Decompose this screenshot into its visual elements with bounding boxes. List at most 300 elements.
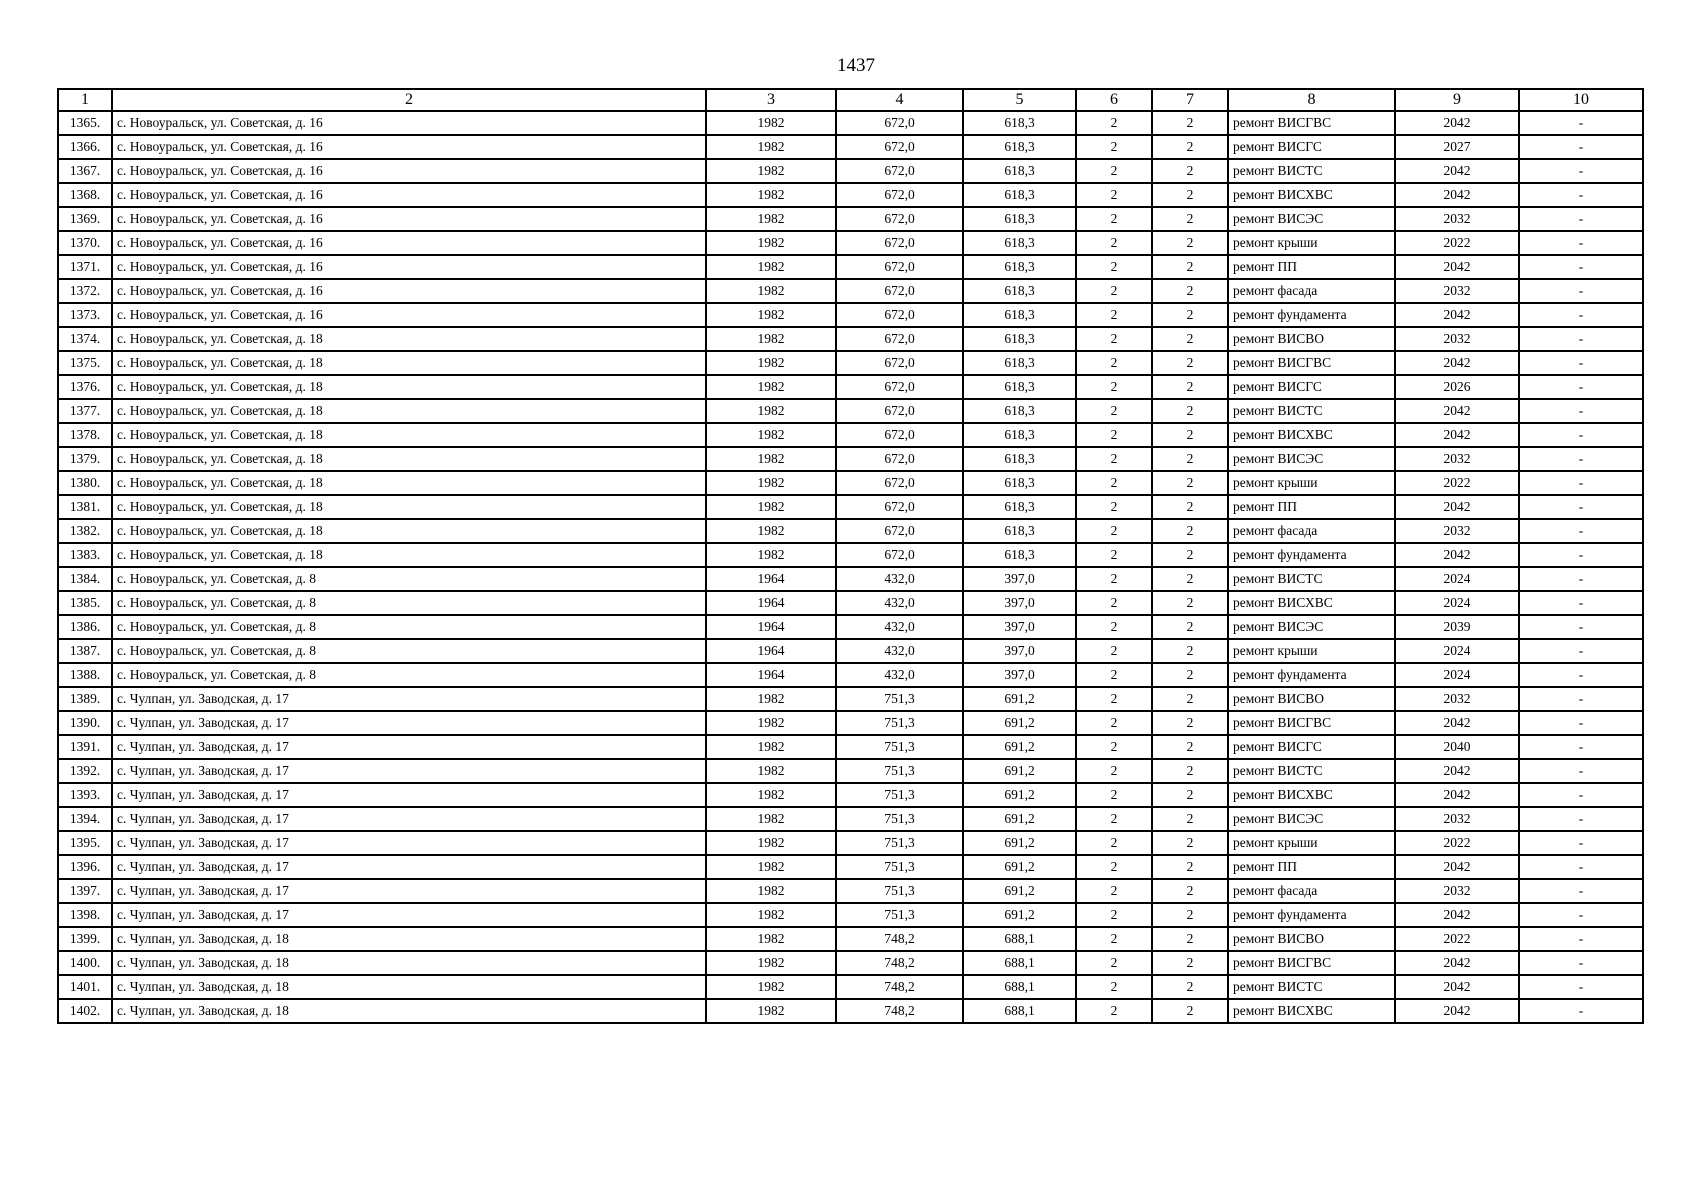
column-header-4: 4 bbox=[836, 89, 963, 111]
build-year-cell: 1964 bbox=[706, 591, 836, 615]
build-year-cell: 1982 bbox=[706, 735, 836, 759]
address-cell: с. Новоуральск, ул. Советская, д. 18 bbox=[112, 543, 706, 567]
planned-year-cell: 2042 bbox=[1395, 183, 1519, 207]
table-row bbox=[58, 807, 1643, 831]
planned-year-cell: 2042 bbox=[1395, 255, 1519, 279]
address-cell: с. Новоуральск, ул. Советская, д. 16 bbox=[112, 159, 706, 183]
planned-year-cell: 2032 bbox=[1395, 879, 1519, 903]
row-number-cell: 1398. bbox=[58, 903, 112, 927]
table-row bbox=[58, 423, 1643, 447]
address-cell: с. Чулпан, ул. Заводская, д. 17 bbox=[112, 735, 706, 759]
floors-cell: 2 bbox=[1076, 567, 1152, 591]
row-number-cell: 1391. bbox=[58, 735, 112, 759]
total-area-cell: 751,3 bbox=[836, 711, 963, 735]
total-area-cell: 672,0 bbox=[836, 255, 963, 279]
build-year-cell: 1982 bbox=[706, 519, 836, 543]
entrances-cell: 2 bbox=[1152, 351, 1228, 375]
build-year-cell: 1982 bbox=[706, 255, 836, 279]
planned-year-cell: 2042 bbox=[1395, 759, 1519, 783]
row-number-cell: 1375. bbox=[58, 351, 112, 375]
build-year-cell: 1964 bbox=[706, 639, 836, 663]
living-area-cell: 397,0 bbox=[963, 567, 1076, 591]
work-type-cell: ремонт ВИСТС bbox=[1228, 159, 1395, 183]
total-area-cell: 751,3 bbox=[836, 759, 963, 783]
table-row bbox=[58, 447, 1643, 471]
row-number-cell: 1373. bbox=[58, 303, 112, 327]
floors-cell: 2 bbox=[1076, 303, 1152, 327]
entrances-cell: 2 bbox=[1152, 711, 1228, 735]
build-year-cell: 1982 bbox=[706, 543, 836, 567]
living-area-cell: 618,3 bbox=[963, 183, 1076, 207]
note-cell: - bbox=[1519, 231, 1643, 255]
living-area-cell: 691,2 bbox=[963, 735, 1076, 759]
note-cell: - bbox=[1519, 519, 1643, 543]
floors-cell: 2 bbox=[1076, 591, 1152, 615]
table-row bbox=[58, 567, 1643, 591]
address-cell: с. Новоуральск, ул. Советская, д. 16 bbox=[112, 255, 706, 279]
entrances-cell: 2 bbox=[1152, 615, 1228, 639]
planned-year-cell: 2032 bbox=[1395, 519, 1519, 543]
build-year-cell: 1982 bbox=[706, 903, 836, 927]
entrances-cell: 2 bbox=[1152, 879, 1228, 903]
row-number-cell: 1402. bbox=[58, 999, 112, 1023]
build-year-cell: 1964 bbox=[706, 663, 836, 687]
table-row bbox=[58, 591, 1643, 615]
planned-year-cell: 2042 bbox=[1395, 951, 1519, 975]
address-cell: с. Чулпан, ул. Заводская, д. 17 bbox=[112, 879, 706, 903]
row-number-cell: 1384. bbox=[58, 567, 112, 591]
floors-cell: 2 bbox=[1076, 375, 1152, 399]
living-area-cell: 691,2 bbox=[963, 879, 1076, 903]
work-type-cell: ремонт ВИСТС bbox=[1228, 399, 1395, 423]
row-number-cell: 1378. bbox=[58, 423, 112, 447]
total-area-cell: 432,0 bbox=[836, 615, 963, 639]
living-area-cell: 397,0 bbox=[963, 615, 1076, 639]
note-cell: - bbox=[1519, 783, 1643, 807]
total-area-cell: 672,0 bbox=[836, 159, 963, 183]
entrances-cell: 2 bbox=[1152, 687, 1228, 711]
note-cell: - bbox=[1519, 567, 1643, 591]
row-number-cell: 1380. bbox=[58, 471, 112, 495]
table-row bbox=[58, 327, 1643, 351]
planned-year-cell: 2024 bbox=[1395, 591, 1519, 615]
note-cell: - bbox=[1519, 111, 1643, 135]
note-cell: - bbox=[1519, 447, 1643, 471]
build-year-cell: 1982 bbox=[706, 159, 836, 183]
note-cell: - bbox=[1519, 327, 1643, 351]
work-type-cell: ремонт ВИСГВС bbox=[1228, 351, 1395, 375]
address-cell: с. Чулпан, ул. Заводская, д. 17 bbox=[112, 831, 706, 855]
table-row bbox=[58, 303, 1643, 327]
floors-cell: 2 bbox=[1076, 279, 1152, 303]
column-header-7: 7 bbox=[1152, 89, 1228, 111]
planned-year-cell: 2032 bbox=[1395, 279, 1519, 303]
row-number-cell: 1386. bbox=[58, 615, 112, 639]
living-area-cell: 691,2 bbox=[963, 687, 1076, 711]
living-area-cell: 618,3 bbox=[963, 231, 1076, 255]
entrances-cell: 2 bbox=[1152, 831, 1228, 855]
floors-cell: 2 bbox=[1076, 759, 1152, 783]
page-number: 1437 bbox=[837, 55, 875, 76]
table-row bbox=[58, 975, 1643, 999]
row-number-cell: 1393. bbox=[58, 783, 112, 807]
work-type-cell: ремонт крыши bbox=[1228, 231, 1395, 255]
planned-year-cell: 2042 bbox=[1395, 399, 1519, 423]
build-year-cell: 1982 bbox=[706, 783, 836, 807]
row-number-cell: 1396. bbox=[58, 855, 112, 879]
living-area-cell: 397,0 bbox=[963, 639, 1076, 663]
column-header-6: 6 bbox=[1076, 89, 1152, 111]
entrances-cell: 2 bbox=[1152, 207, 1228, 231]
table-row bbox=[58, 759, 1643, 783]
floors-cell: 2 bbox=[1076, 327, 1152, 351]
living-area-cell: 618,3 bbox=[963, 471, 1076, 495]
entrances-cell: 2 bbox=[1152, 159, 1228, 183]
build-year-cell: 1982 bbox=[706, 879, 836, 903]
address-cell: с. Чулпан, ул. Заводская, д. 17 bbox=[112, 903, 706, 927]
floors-cell: 2 bbox=[1076, 735, 1152, 759]
address-cell: с. Новоуральск, ул. Советская, д. 16 bbox=[112, 135, 706, 159]
row-number-cell: 1383. bbox=[58, 543, 112, 567]
total-area-cell: 672,0 bbox=[836, 423, 963, 447]
address-cell: с. Новоуральск, ул. Советская, д. 18 bbox=[112, 471, 706, 495]
build-year-cell: 1982 bbox=[706, 423, 836, 447]
note-cell: - bbox=[1519, 711, 1643, 735]
note-cell: - bbox=[1519, 879, 1643, 903]
floors-cell: 2 bbox=[1076, 111, 1152, 135]
total-area-cell: 672,0 bbox=[836, 231, 963, 255]
entrances-cell: 2 bbox=[1152, 735, 1228, 759]
living-area-cell: 618,3 bbox=[963, 423, 1076, 447]
row-number-cell: 1385. bbox=[58, 591, 112, 615]
floors-cell: 2 bbox=[1076, 831, 1152, 855]
entrances-cell: 2 bbox=[1152, 135, 1228, 159]
build-year-cell: 1964 bbox=[706, 567, 836, 591]
entrances-cell: 2 bbox=[1152, 759, 1228, 783]
table-row bbox=[58, 879, 1643, 903]
build-year-cell: 1982 bbox=[706, 711, 836, 735]
entrances-cell: 2 bbox=[1152, 567, 1228, 591]
planned-year-cell: 2039 bbox=[1395, 615, 1519, 639]
total-area-cell: 672,0 bbox=[836, 183, 963, 207]
living-area-cell: 618,3 bbox=[963, 447, 1076, 471]
table-row bbox=[58, 831, 1643, 855]
entrances-cell: 2 bbox=[1152, 471, 1228, 495]
floors-cell: 2 bbox=[1076, 447, 1152, 471]
note-cell: - bbox=[1519, 135, 1643, 159]
note-cell: - bbox=[1519, 927, 1643, 951]
living-area-cell: 618,3 bbox=[963, 279, 1076, 303]
entrances-cell: 2 bbox=[1152, 975, 1228, 999]
build-year-cell: 1982 bbox=[706, 447, 836, 471]
planned-year-cell: 2042 bbox=[1395, 975, 1519, 999]
entrances-cell: 2 bbox=[1152, 447, 1228, 471]
entrances-cell: 2 bbox=[1152, 951, 1228, 975]
floors-cell: 2 bbox=[1076, 975, 1152, 999]
floors-cell: 2 bbox=[1076, 639, 1152, 663]
total-area-cell: 748,2 bbox=[836, 951, 963, 975]
planned-year-cell: 2032 bbox=[1395, 327, 1519, 351]
row-number-cell: 1399. bbox=[58, 927, 112, 951]
row-number-cell: 1371. bbox=[58, 255, 112, 279]
planned-year-cell: 2042 bbox=[1395, 855, 1519, 879]
planned-year-cell: 2022 bbox=[1395, 471, 1519, 495]
work-type-cell: ремонт крыши bbox=[1228, 471, 1395, 495]
entrances-cell: 2 bbox=[1152, 639, 1228, 663]
work-type-cell: ремонт фундамента bbox=[1228, 663, 1395, 687]
note-cell: - bbox=[1519, 303, 1643, 327]
work-type-cell: ремонт ВИСЭС bbox=[1228, 807, 1395, 831]
living-area-cell: 618,3 bbox=[963, 303, 1076, 327]
row-number-cell: 1389. bbox=[58, 687, 112, 711]
note-cell: - bbox=[1519, 399, 1643, 423]
total-area-cell: 672,0 bbox=[836, 375, 963, 399]
living-area-cell: 618,3 bbox=[963, 351, 1076, 375]
row-number-cell: 1381. bbox=[58, 495, 112, 519]
planned-year-cell: 2042 bbox=[1395, 303, 1519, 327]
living-area-cell: 618,3 bbox=[963, 327, 1076, 351]
note-cell: - bbox=[1519, 351, 1643, 375]
note-cell: - bbox=[1519, 999, 1643, 1023]
work-type-cell: ремонт ВИСХВС bbox=[1228, 423, 1395, 447]
work-type-cell: ремонт фасада bbox=[1228, 879, 1395, 903]
planned-year-cell: 2024 bbox=[1395, 639, 1519, 663]
note-cell: - bbox=[1519, 591, 1643, 615]
entrances-cell: 2 bbox=[1152, 855, 1228, 879]
planned-year-cell: 2042 bbox=[1395, 783, 1519, 807]
living-area-cell: 688,1 bbox=[963, 951, 1076, 975]
work-type-cell: ремонт фасада bbox=[1228, 519, 1395, 543]
table-row bbox=[58, 639, 1643, 663]
build-year-cell: 1982 bbox=[706, 759, 836, 783]
address-cell: с. Новоуральск, ул. Советская, д. 18 bbox=[112, 375, 706, 399]
entrances-cell: 2 bbox=[1152, 255, 1228, 279]
table-row bbox=[58, 711, 1643, 735]
address-cell: с. Новоуральск, ул. Советская, д. 16 bbox=[112, 207, 706, 231]
work-type-cell: ремонт ВИСТС bbox=[1228, 759, 1395, 783]
entrances-cell: 2 bbox=[1152, 543, 1228, 567]
work-type-cell: ремонт ВИСТС bbox=[1228, 975, 1395, 999]
total-area-cell: 432,0 bbox=[836, 639, 963, 663]
row-number-cell: 1374. bbox=[58, 327, 112, 351]
note-cell: - bbox=[1519, 495, 1643, 519]
note-cell: - bbox=[1519, 615, 1643, 639]
address-cell: с. Новоуральск, ул. Советская, д. 18 bbox=[112, 327, 706, 351]
work-type-cell: ремонт ВИСГВС bbox=[1228, 711, 1395, 735]
note-cell: - bbox=[1519, 807, 1643, 831]
address-cell: с. Чулпан, ул. Заводская, д. 17 bbox=[112, 807, 706, 831]
note-cell: - bbox=[1519, 279, 1643, 303]
address-cell: с. Чулпан, ул. Заводская, д. 17 bbox=[112, 855, 706, 879]
work-type-cell: ремонт ПП bbox=[1228, 495, 1395, 519]
address-cell: с. Новоуральск, ул. Советская, д. 8 bbox=[112, 615, 706, 639]
floors-cell: 2 bbox=[1076, 927, 1152, 951]
table-row bbox=[58, 351, 1643, 375]
work-type-cell: ремонт фундамента bbox=[1228, 543, 1395, 567]
total-area-cell: 751,3 bbox=[836, 735, 963, 759]
planned-year-cell: 2042 bbox=[1395, 423, 1519, 447]
note-cell: - bbox=[1519, 423, 1643, 447]
build-year-cell: 1982 bbox=[706, 951, 836, 975]
table-row bbox=[58, 159, 1643, 183]
floors-cell: 2 bbox=[1076, 207, 1152, 231]
build-year-cell: 1982 bbox=[706, 495, 836, 519]
floors-cell: 2 bbox=[1076, 999, 1152, 1023]
column-header-5: 5 bbox=[963, 89, 1076, 111]
work-type-cell: ремонт ВИСХВС bbox=[1228, 783, 1395, 807]
address-cell: с. Чулпан, ул. Заводская, д. 17 bbox=[112, 687, 706, 711]
total-area-cell: 672,0 bbox=[836, 351, 963, 375]
entrances-cell: 2 bbox=[1152, 495, 1228, 519]
floors-cell: 2 bbox=[1076, 399, 1152, 423]
living-area-cell: 691,2 bbox=[963, 831, 1076, 855]
planned-year-cell: 2042 bbox=[1395, 711, 1519, 735]
build-year-cell: 1982 bbox=[706, 375, 836, 399]
table-row bbox=[58, 999, 1643, 1023]
floors-cell: 2 bbox=[1076, 351, 1152, 375]
repair-schedule-table bbox=[57, 88, 1644, 1024]
entrances-cell: 2 bbox=[1152, 111, 1228, 135]
note-cell: - bbox=[1519, 159, 1643, 183]
floors-cell: 2 bbox=[1076, 255, 1152, 279]
floors-cell: 2 bbox=[1076, 159, 1152, 183]
total-area-cell: 751,3 bbox=[836, 879, 963, 903]
note-cell: - bbox=[1519, 255, 1643, 279]
floors-cell: 2 bbox=[1076, 423, 1152, 447]
table-body bbox=[58, 111, 1643, 1023]
column-header-9: 9 bbox=[1395, 89, 1519, 111]
entrances-cell: 2 bbox=[1152, 591, 1228, 615]
planned-year-cell: 2022 bbox=[1395, 231, 1519, 255]
floors-cell: 2 bbox=[1076, 879, 1152, 903]
floors-cell: 2 bbox=[1076, 903, 1152, 927]
table-row bbox=[58, 135, 1643, 159]
row-number-cell: 1379. bbox=[58, 447, 112, 471]
planned-year-cell: 2022 bbox=[1395, 831, 1519, 855]
floors-cell: 2 bbox=[1076, 183, 1152, 207]
note-cell: - bbox=[1519, 975, 1643, 999]
build-year-cell: 1982 bbox=[706, 207, 836, 231]
planned-year-cell: 2032 bbox=[1395, 207, 1519, 231]
floors-cell: 2 bbox=[1076, 711, 1152, 735]
entrances-cell: 2 bbox=[1152, 927, 1228, 951]
floors-cell: 2 bbox=[1076, 231, 1152, 255]
work-type-cell: ремонт ВИСЭС bbox=[1228, 207, 1395, 231]
table-row bbox=[58, 735, 1643, 759]
table-row bbox=[58, 279, 1643, 303]
entrances-cell: 2 bbox=[1152, 903, 1228, 927]
total-area-cell: 432,0 bbox=[836, 591, 963, 615]
work-type-cell: ремонт ВИСЭС bbox=[1228, 615, 1395, 639]
build-year-cell: 1982 bbox=[706, 855, 836, 879]
total-area-cell: 672,0 bbox=[836, 495, 963, 519]
build-year-cell: 1982 bbox=[706, 831, 836, 855]
column-header-10: 10 bbox=[1519, 89, 1643, 111]
floors-cell: 2 bbox=[1076, 471, 1152, 495]
table-row bbox=[58, 183, 1643, 207]
living-area-cell: 691,2 bbox=[963, 759, 1076, 783]
total-area-cell: 672,0 bbox=[836, 135, 963, 159]
work-type-cell: ремонт ВИСГС bbox=[1228, 735, 1395, 759]
total-area-cell: 748,2 bbox=[836, 927, 963, 951]
table-row bbox=[58, 471, 1643, 495]
table-row bbox=[58, 519, 1643, 543]
planned-year-cell: 2042 bbox=[1395, 543, 1519, 567]
build-year-cell: 1982 bbox=[706, 975, 836, 999]
living-area-cell: 691,2 bbox=[963, 855, 1076, 879]
work-type-cell: ремонт крыши bbox=[1228, 831, 1395, 855]
total-area-cell: 672,0 bbox=[836, 279, 963, 303]
entrances-cell: 2 bbox=[1152, 375, 1228, 399]
note-cell: - bbox=[1519, 543, 1643, 567]
table-row bbox=[58, 663, 1643, 687]
entrances-cell: 2 bbox=[1152, 399, 1228, 423]
build-year-cell: 1982 bbox=[706, 279, 836, 303]
table-row bbox=[58, 687, 1643, 711]
build-year-cell: 1982 bbox=[706, 927, 836, 951]
planned-year-cell: 2032 bbox=[1395, 687, 1519, 711]
total-area-cell: 748,2 bbox=[836, 999, 963, 1023]
total-area-cell: 672,0 bbox=[836, 447, 963, 471]
total-area-cell: 432,0 bbox=[836, 567, 963, 591]
living-area-cell: 618,3 bbox=[963, 255, 1076, 279]
build-year-cell: 1982 bbox=[706, 471, 836, 495]
address-cell: с. Новоуральск, ул. Советская, д. 16 bbox=[112, 111, 706, 135]
note-cell: - bbox=[1519, 207, 1643, 231]
address-cell: с. Новоуральск, ул. Советская, д. 8 bbox=[112, 567, 706, 591]
build-year-cell: 1982 bbox=[706, 351, 836, 375]
address-cell: с. Новоуральск, ул. Советская, д. 18 bbox=[112, 447, 706, 471]
row-number-cell: 1372. bbox=[58, 279, 112, 303]
column-header-2: 2 bbox=[112, 89, 706, 111]
table-row bbox=[58, 255, 1643, 279]
header-row bbox=[58, 89, 1643, 111]
row-number-cell: 1390. bbox=[58, 711, 112, 735]
table-row bbox=[58, 399, 1643, 423]
floors-cell: 2 bbox=[1076, 495, 1152, 519]
row-number-cell: 1394. bbox=[58, 807, 112, 831]
planned-year-cell: 2042 bbox=[1395, 159, 1519, 183]
build-year-cell: 1982 bbox=[706, 807, 836, 831]
address-cell: с. Новоуральск, ул. Советская, д. 16 bbox=[112, 303, 706, 327]
row-number-cell: 1382. bbox=[58, 519, 112, 543]
row-number-cell: 1369. bbox=[58, 207, 112, 231]
entrances-cell: 2 bbox=[1152, 783, 1228, 807]
row-number-cell: 1387. bbox=[58, 639, 112, 663]
row-number-cell: 1367. bbox=[58, 159, 112, 183]
work-type-cell: ремонт ВИСГВС bbox=[1228, 111, 1395, 135]
address-cell: с. Чулпан, ул. Заводская, д. 17 bbox=[112, 711, 706, 735]
work-type-cell: ремонт ВИСЭС bbox=[1228, 447, 1395, 471]
build-year-cell: 1982 bbox=[706, 327, 836, 351]
floors-cell: 2 bbox=[1076, 135, 1152, 159]
floors-cell: 2 bbox=[1076, 951, 1152, 975]
living-area-cell: 618,3 bbox=[963, 111, 1076, 135]
living-area-cell: 688,1 bbox=[963, 999, 1076, 1023]
table-row bbox=[58, 927, 1643, 951]
work-type-cell: ремонт ВИСХВС bbox=[1228, 183, 1395, 207]
entrances-cell: 2 bbox=[1152, 807, 1228, 831]
table-row bbox=[58, 615, 1643, 639]
row-number-cell: 1388. bbox=[58, 663, 112, 687]
build-year-cell: 1982 bbox=[706, 183, 836, 207]
address-cell: с. Чулпан, ул. Заводская, д. 17 bbox=[112, 759, 706, 783]
planned-year-cell: 2042 bbox=[1395, 999, 1519, 1023]
living-area-cell: 688,1 bbox=[963, 927, 1076, 951]
planned-year-cell: 2024 bbox=[1395, 663, 1519, 687]
total-area-cell: 672,0 bbox=[836, 519, 963, 543]
total-area-cell: 751,3 bbox=[836, 831, 963, 855]
